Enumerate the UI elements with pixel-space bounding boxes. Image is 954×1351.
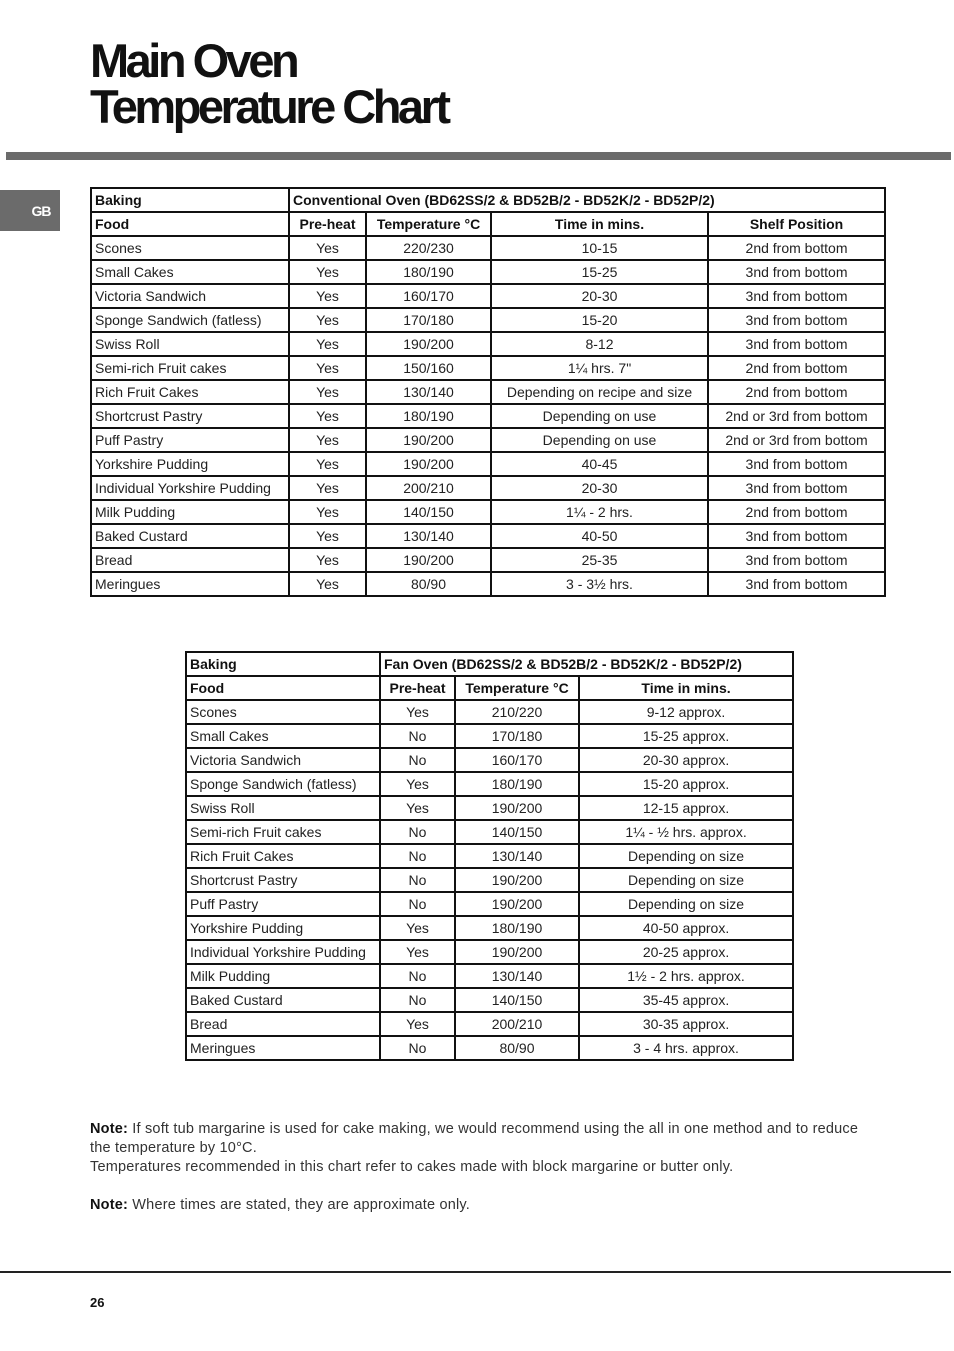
table-cell: Yes [289, 476, 366, 500]
column-header: Temperature °C [455, 676, 579, 700]
table-cell: 2nd or 3rd from bottom [708, 428, 885, 452]
table-cell: 20-25 approx. [579, 940, 793, 964]
table-cell: No [380, 892, 455, 916]
table-cell: Swiss Roll [186, 796, 380, 820]
table-cell: 80/90 [366, 572, 491, 596]
group-label: Baking [91, 188, 289, 212]
table-cell: 3nd from bottom [708, 332, 885, 356]
table-cell: 140/150 [455, 820, 579, 844]
table-row [91, 236, 885, 260]
table-cell: 130/140 [455, 844, 579, 868]
table-cell: Sponge Sandwich (fatless) [91, 308, 289, 332]
page-title [90, 34, 448, 133]
table-cell: 2nd or 3rd from bottom [708, 404, 885, 428]
table-cell: 180/190 [366, 404, 491, 428]
table-cell: Yes [380, 796, 455, 820]
table-cell: No [380, 844, 455, 868]
table-row [186, 964, 793, 988]
table-cell: 2nd from bottom [708, 380, 885, 404]
table-cell: Yes [380, 916, 455, 940]
table-cell: Depending on recipe and size [491, 380, 708, 404]
column-header: Temperature °C [366, 212, 491, 236]
column-header: Pre-heat [380, 676, 455, 700]
table-cell: Depending on use [491, 428, 708, 452]
table-cell: 190/200 [366, 428, 491, 452]
table-row [91, 260, 885, 284]
table-cell: Yes [289, 236, 366, 260]
table-cell: 220/230 [366, 236, 491, 260]
table-cell: Meringues [91, 572, 289, 596]
table-cell: 3nd from bottom [708, 452, 885, 476]
table-row [186, 820, 793, 844]
table-cell: No [380, 820, 455, 844]
note-margarine [90, 1120, 870, 1158]
table-cell: No [380, 724, 455, 748]
note-label: Note: [90, 1121, 129, 1137]
table-row [91, 284, 885, 308]
table-row [186, 1036, 793, 1060]
column-header: Time in mins. [579, 676, 793, 700]
table-cell: 190/200 [455, 796, 579, 820]
table-cell: No [380, 868, 455, 892]
table-cell: 2nd from bottom [708, 236, 885, 260]
notes-section [90, 1120, 870, 1215]
table-cell: Scones [91, 236, 289, 260]
conventional-oven-table [90, 187, 886, 597]
table-cell: Milk Pudding [91, 500, 289, 524]
table-row [186, 988, 793, 1012]
table-cell: Depending on use [491, 404, 708, 428]
table-cell: 20-30 [491, 284, 708, 308]
table-cell: Yes [289, 404, 366, 428]
note-times [90, 1196, 870, 1215]
oven-label: Fan Oven (BD62SS/2 & BD52B/2 - BD52K/2 - BD52P/2) [380, 652, 793, 676]
table-cell: 3nd from bottom [708, 572, 885, 596]
table-cell: 8-12 [491, 332, 708, 356]
table-cell: 3nd from bottom [708, 476, 885, 500]
table-cell: 35-45 approx. [579, 988, 793, 1012]
note-text: Where times are stated, they are approximate only. [128, 1197, 471, 1213]
table-group-row [91, 188, 885, 212]
group-label: Baking [186, 652, 380, 676]
table-cell: 190/200 [455, 892, 579, 916]
table-row [91, 548, 885, 572]
column-header: Pre-heat [289, 212, 366, 236]
table-row [91, 500, 885, 524]
language-tab: GB [0, 190, 60, 231]
table-cell: 3 - 4 hrs. approx. [579, 1036, 793, 1060]
note-label: Note: [90, 1197, 129, 1213]
table-row [91, 308, 885, 332]
table-cell: Yes [289, 356, 366, 380]
fan-oven-table [185, 651, 794, 1061]
table-cell: Scones [186, 700, 380, 724]
table-cell: Yes [289, 572, 366, 596]
table-row [186, 748, 793, 772]
footer-rule [0, 1271, 951, 1273]
table-row [186, 940, 793, 964]
page-number: 26 [90, 1295, 105, 1310]
table-cell: Yes [380, 700, 455, 724]
table-cell: Individual Yorkshire Pudding [186, 940, 380, 964]
table-cell: Milk Pudding [186, 964, 380, 988]
table-cell: 140/150 [366, 500, 491, 524]
table-cell: 15-25 [491, 260, 708, 284]
table-cell: Depending on size [579, 868, 793, 892]
table-cell: 40-50 approx. [579, 916, 793, 940]
table-cell: 3nd from bottom [708, 524, 885, 548]
table-cell: 190/200 [455, 868, 579, 892]
table-cell: 190/200 [455, 940, 579, 964]
table-cell: 150/160 [366, 356, 491, 380]
table-cell: 190/200 [366, 548, 491, 572]
table-cell: Rich Fruit Cakes [186, 844, 380, 868]
column-header: Food [186, 676, 380, 700]
table-cell: Yes [289, 380, 366, 404]
table-row [186, 916, 793, 940]
table-cell: 190/200 [366, 332, 491, 356]
table-cell: Victoria Sandwich [91, 284, 289, 308]
table-cell: 20-30 approx. [579, 748, 793, 772]
table-cell: Shortcrust Pastry [91, 404, 289, 428]
table-row [186, 772, 793, 796]
table-cell: 160/170 [455, 748, 579, 772]
table-cell: Individual Yorkshire Pudding [91, 476, 289, 500]
table-cell: Puff Pastry [91, 428, 289, 452]
table-cell: Yes [380, 772, 455, 796]
table-cell: 200/210 [366, 476, 491, 500]
table-cell: 180/190 [366, 260, 491, 284]
page-title-line-1: Main Oven [90, 34, 297, 87]
table-cell: Sponge Sandwich (fatless) [186, 772, 380, 796]
table-cell: Bread [91, 548, 289, 572]
table-cell: 3 - 3½ hrs. [491, 572, 708, 596]
table-row [91, 572, 885, 596]
table-cell: 3nd from bottom [708, 548, 885, 572]
table-cell: Yes [289, 452, 366, 476]
table-cell: Yes [380, 1012, 455, 1036]
table-cell: Yorkshire Pudding [91, 452, 289, 476]
table-cell: 180/190 [455, 916, 579, 940]
table-cell: 15-25 approx. [579, 724, 793, 748]
table-cell: 20-30 [491, 476, 708, 500]
table-cell: Yes [289, 428, 366, 452]
table-cell: 2nd from bottom [708, 500, 885, 524]
table-cell: No [380, 748, 455, 772]
table-row [186, 844, 793, 868]
table-cell: 1¼ - 2 hrs. [491, 500, 708, 524]
table-cell: Swiss Roll [91, 332, 289, 356]
table-row [91, 524, 885, 548]
column-header: Shelf Position [708, 212, 885, 236]
table-cell: No [380, 988, 455, 1012]
table-row [186, 892, 793, 916]
table-header-row [186, 676, 793, 700]
note-block-margarine: Temperatures recommended in this chart refer to cakes made with block margarine or butter only. [90, 1159, 734, 1175]
table-cell: Yes [289, 332, 366, 356]
table-cell: 140/150 [455, 988, 579, 1012]
table-cell: Yes [289, 284, 366, 308]
table-cell: Shortcrust Pastry [186, 868, 380, 892]
table-cell: No [380, 964, 455, 988]
table-cell: 3nd from bottom [708, 308, 885, 332]
table-cell: Bread [186, 1012, 380, 1036]
table-cell: 40-50 [491, 524, 708, 548]
page-title-line-2: Temperature Chart [90, 80, 448, 133]
table-cell: 160/170 [366, 284, 491, 308]
table-row [91, 428, 885, 452]
table-cell: Yes [289, 500, 366, 524]
table-cell: 130/140 [366, 380, 491, 404]
table-cell: 170/180 [366, 308, 491, 332]
table-group-row [186, 652, 793, 676]
table-cell: Yes [289, 308, 366, 332]
table-row [186, 700, 793, 724]
table-row [186, 724, 793, 748]
table-cell: 130/140 [366, 524, 491, 548]
table-cell: 30-35 approx. [579, 1012, 793, 1036]
table-row [91, 404, 885, 428]
table-cell: 25-35 [491, 548, 708, 572]
table-cell: Semi-rich Fruit cakes [186, 820, 380, 844]
table-cell: 15-20 [491, 308, 708, 332]
table-cell: Victoria Sandwich [186, 748, 380, 772]
table-row [91, 476, 885, 500]
table-cell: 40-45 [491, 452, 708, 476]
table-cell: Depending on size [579, 844, 793, 868]
table-cell: Small Cakes [91, 260, 289, 284]
table-row [186, 868, 793, 892]
table-cell: Yes [380, 940, 455, 964]
table-row [91, 452, 885, 476]
table-row [186, 1012, 793, 1036]
table-cell: 180/190 [455, 772, 579, 796]
table-cell: 9-12 approx. [579, 700, 793, 724]
table-cell: 200/210 [455, 1012, 579, 1036]
table-cell: 1¼ hrs. 7" [491, 356, 708, 380]
table-cell: Meringues [186, 1036, 380, 1060]
table-cell: No [380, 1036, 455, 1060]
table-cell: Yes [289, 524, 366, 548]
table-cell: 1¼ - ½ hrs. approx. [579, 820, 793, 844]
table-cell: 170/180 [455, 724, 579, 748]
table-cell: 80/90 [455, 1036, 579, 1060]
table-cell: 3nd from bottom [708, 284, 885, 308]
table-cell: 2nd from bottom [708, 356, 885, 380]
table-cell: Baked Custard [91, 524, 289, 548]
table-cell: 10-15 [491, 236, 708, 260]
table-cell: Puff Pastry [186, 892, 380, 916]
column-header: Food [91, 212, 289, 236]
table-cell: Depending on size [579, 892, 793, 916]
table-cell: Small Cakes [186, 724, 380, 748]
table-header-row [91, 212, 885, 236]
table-cell: Yes [289, 548, 366, 572]
table-cell: 130/140 [455, 964, 579, 988]
table-cell: 190/200 [366, 452, 491, 476]
table-row [91, 332, 885, 356]
table-cell: 3nd from bottom [708, 260, 885, 284]
table-row [91, 356, 885, 380]
table-cell: Baked Custard [186, 988, 380, 1012]
table-cell: 12-15 approx. [579, 796, 793, 820]
table-cell: 1½ - 2 hrs. approx. [579, 964, 793, 988]
table-cell: Rich Fruit Cakes [91, 380, 289, 404]
note-text: If soft tub margarine is used for cake making, we would recommend using the all in one method and to reduce the temperature by 10°C. [90, 1121, 859, 1156]
oven-label: Conventional Oven (BD62SS/2 & BD52B/2 - BD52K/2 - BD52P/2) [289, 188, 885, 212]
table-row [186, 796, 793, 820]
table-cell: Yes [289, 260, 366, 284]
column-header: Time in mins. [491, 212, 708, 236]
table-row [91, 380, 885, 404]
table-cell: 15-20 approx. [579, 772, 793, 796]
table-cell: Semi-rich Fruit cakes [91, 356, 289, 380]
table-cell: Yorkshire Pudding [186, 916, 380, 940]
table-cell: 210/220 [455, 700, 579, 724]
header-rule [6, 152, 951, 160]
